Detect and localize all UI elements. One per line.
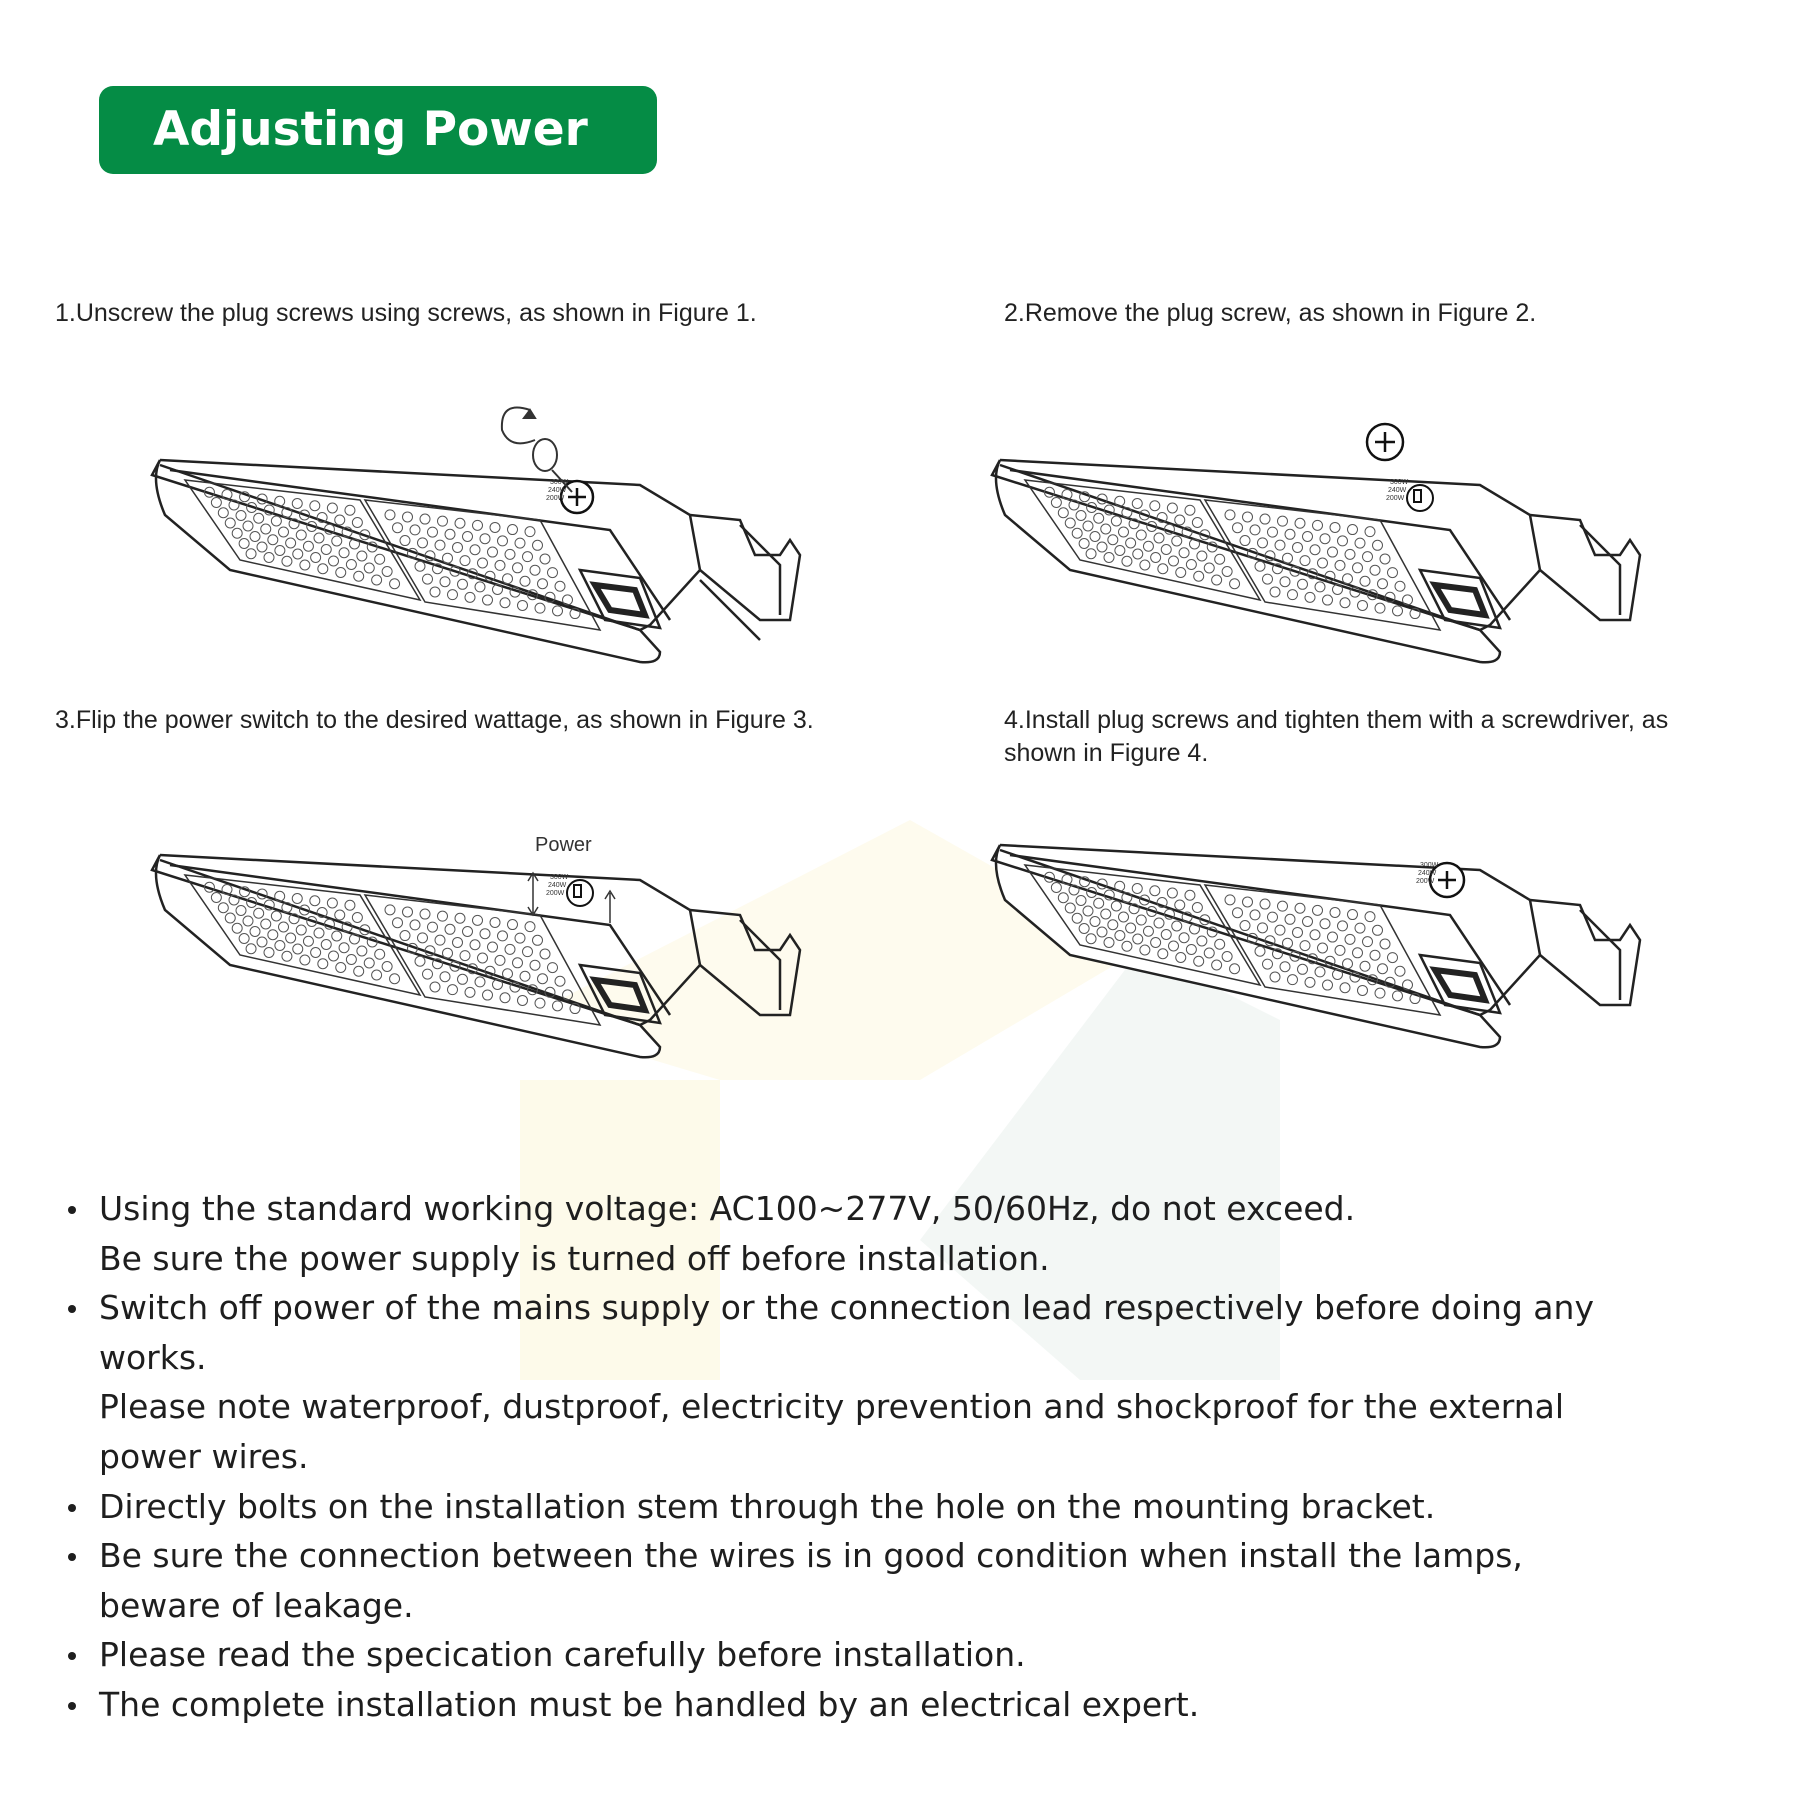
led-dot [292, 499, 302, 509]
led-dot [533, 540, 543, 550]
led-dot [455, 913, 465, 923]
led-dot [1233, 908, 1243, 918]
led-dot [385, 905, 395, 915]
led-dot [498, 536, 508, 546]
led-dot [1185, 890, 1195, 900]
led-dot [1335, 560, 1345, 570]
list-item: Be sure the connection between the wires is in good condition when install the lamps, beware of leakage. [64, 1531, 1744, 1630]
led-dot [1370, 565, 1380, 575]
led-dot [498, 931, 508, 941]
led-dot [310, 501, 320, 511]
led-dot [428, 527, 438, 537]
led-dot [1250, 525, 1260, 535]
led-dot [1328, 932, 1338, 942]
led-dot [275, 891, 285, 901]
led-dot [438, 516, 448, 526]
led-dot [473, 520, 483, 530]
led-dot [1355, 538, 1365, 548]
led-dot [478, 558, 488, 568]
led-dot [503, 969, 513, 979]
led-dot [418, 933, 428, 943]
led-dot [470, 545, 480, 555]
wattage-label: 200W [546, 495, 565, 502]
wattage-label: 200W [1386, 495, 1405, 502]
led-dot [1380, 554, 1390, 564]
led-dot [1278, 901, 1288, 911]
led-dot [1303, 917, 1313, 927]
led-dot [513, 958, 523, 968]
wattage-label: 200W [546, 890, 565, 897]
led-dot [385, 510, 395, 520]
led-dot [1258, 923, 1268, 933]
led-dot [460, 556, 470, 566]
step-1-text: 1.Unscrew the plug screws using screws, as shown in Figure 1. [55, 299, 757, 327]
led-dot [1150, 886, 1160, 896]
led-dot [1330, 907, 1340, 917]
led-dot [1365, 527, 1375, 537]
led-dot [555, 581, 565, 591]
led-dot [1330, 522, 1340, 532]
led-dot [480, 929, 490, 939]
led-dot [410, 920, 420, 930]
step-3-text: 3.Flip the power switch to the desired wattage, as shown in Figure 3. [55, 706, 814, 734]
list-item: Using the standard working voltage: AC100~277V, 50/60Hz, do not exceed. Be sure the power supply is turned off before installation. [64, 1184, 1744, 1283]
led-dot [393, 523, 403, 533]
led-dot [480, 534, 490, 544]
led-dot [505, 944, 515, 954]
led-dot [495, 560, 505, 570]
led-dot [438, 911, 448, 921]
led-dot [1373, 540, 1383, 550]
led-dot [335, 515, 345, 525]
led-dot [1388, 568, 1398, 578]
led-dot [1295, 903, 1305, 913]
led-dot [463, 532, 473, 542]
led-dot [1363, 937, 1373, 947]
led-dot [1240, 921, 1250, 931]
led-dot [1268, 527, 1278, 537]
led-dot [548, 568, 558, 578]
figure-2 [980, 420, 1660, 680]
led-dot [1167, 888, 1177, 898]
figure-4 [980, 805, 1660, 1065]
led-dot [1310, 545, 1320, 555]
led-dot [345, 900, 355, 910]
wattage-label: 300W [1390, 479, 1409, 486]
figure-3-lamp-drawing [140, 815, 820, 1075]
led-dot [345, 505, 355, 515]
led-dot [1335, 945, 1345, 955]
led-dot [275, 496, 285, 506]
led-dot [463, 927, 473, 937]
led-dot [420, 514, 430, 524]
led-dot [563, 595, 573, 605]
led-dot [310, 896, 320, 906]
led-dot [490, 917, 500, 927]
led-dot [327, 503, 337, 513]
led-dot [1300, 556, 1310, 566]
led-dot [488, 547, 498, 557]
step-4-text [1004, 704, 1668, 770]
led-dot [488, 942, 498, 952]
led-dot [335, 910, 345, 920]
wattage-label: 300W [550, 874, 569, 881]
led-dot [1370, 950, 1380, 960]
lamp-body [992, 845, 1640, 1047]
power-label: Power [535, 834, 592, 856]
wattage-label: 240W [1418, 870, 1437, 877]
led-dot [1360, 961, 1370, 971]
led-dot [1250, 910, 1260, 920]
led-dot [1225, 510, 1235, 520]
led-dot [1243, 897, 1253, 907]
led-dot [1313, 905, 1323, 915]
led-dot [478, 953, 488, 963]
led-dot [1192, 518, 1202, 528]
led-dot [1395, 581, 1405, 591]
led-dot [525, 922, 535, 932]
page-title: Adjusting Power [153, 102, 588, 157]
wattage-label: 300W [550, 479, 569, 486]
led-dot [525, 527, 535, 537]
led-dot [1293, 542, 1303, 552]
led-dot [445, 529, 455, 539]
step-2-text: 2.Remove the plug screw, as shown in Figure 2. [1004, 299, 1537, 327]
led-dot [1338, 536, 1348, 546]
led-dot [1295, 518, 1305, 528]
led-dot [1283, 553, 1293, 563]
led-dot [1313, 520, 1323, 530]
led-dot [1353, 563, 1363, 573]
lamp-body [152, 460, 800, 662]
led-dot [445, 924, 455, 934]
led-dot [1260, 899, 1270, 909]
led-dot [1353, 948, 1363, 958]
led-dot [533, 935, 543, 945]
list-item: Switch off power of the mains supply or the connection lead respectively before doing any works. Please note waterproof, dustproof, electricity prevention and shockproof for the external power wires. [64, 1283, 1744, 1481]
step-4-line-2: shown in Figure 4. [1004, 739, 1209, 767]
led-dot [538, 974, 548, 984]
led-dot [352, 913, 362, 923]
led-dot [403, 907, 413, 917]
led-dot [520, 576, 530, 586]
led-dot [1348, 910, 1358, 920]
led-dot [1338, 921, 1348, 931]
led-dot [505, 549, 515, 559]
led-dot [1185, 505, 1195, 515]
led-dot [495, 955, 505, 965]
led-dot [563, 990, 573, 1000]
led-dot [453, 542, 463, 552]
wattage-label: 200W [1416, 878, 1435, 885]
led-dot [1345, 934, 1355, 944]
led-dot [1115, 881, 1125, 891]
led-dot [1275, 540, 1285, 550]
wattage-label: 240W [548, 882, 567, 889]
led-dot [1132, 499, 1142, 509]
led-dot [490, 522, 500, 532]
led-dot [1192, 903, 1202, 913]
led-dot [460, 951, 470, 961]
wattage-label: 300W [1420, 862, 1439, 869]
led-dot [1240, 536, 1250, 546]
led-dot [1275, 925, 1285, 935]
led-dot [418, 538, 428, 548]
led-dot [1378, 579, 1388, 589]
led-dot [1233, 523, 1243, 533]
led-dot [1373, 925, 1383, 935]
led-dot [1167, 503, 1177, 513]
led-dot [523, 552, 533, 562]
led-dot [1355, 923, 1365, 933]
led-dot [530, 565, 540, 575]
led-dot [1365, 912, 1375, 922]
power-switch-icon [1407, 485, 1433, 511]
list-item: The complete installation must be handled by an electrical expert. [64, 1680, 1744, 1730]
led-dot [1268, 912, 1278, 922]
led-dot [1283, 938, 1293, 948]
led-dot [403, 512, 413, 522]
power-switch-icon [567, 880, 593, 906]
led-dot [1303, 532, 1313, 542]
led-dot [443, 948, 453, 958]
figure-4-lamp-drawing [980, 805, 1660, 1065]
led-dot [1403, 980, 1413, 990]
led-dot [1395, 966, 1405, 976]
led-dot [1293, 927, 1303, 937]
figure-1-lamp-drawing [140, 420, 820, 680]
led-dot [1320, 534, 1330, 544]
led-dot [455, 518, 465, 528]
led-dot [443, 553, 453, 563]
led-dot [503, 574, 513, 584]
led-dot [428, 922, 438, 932]
led-dot [453, 937, 463, 947]
led-dot [1243, 512, 1253, 522]
list-item: Directly bolts on the installation stem through the hole on the mounting bracket. [64, 1482, 1744, 1532]
led-dot [513, 563, 523, 573]
led-dot [515, 538, 525, 548]
led-dot [352, 518, 362, 528]
led-dot [1360, 576, 1370, 586]
led-dot [1175, 900, 1185, 910]
led-dot [1318, 943, 1328, 953]
led-dot [1363, 552, 1373, 562]
led-dot [548, 963, 558, 973]
figure-3 [140, 815, 820, 1075]
wattage-label: 240W [548, 487, 567, 494]
led-dot [410, 525, 420, 535]
led-dot [1380, 939, 1390, 949]
led-dot [473, 915, 483, 925]
led-dot [400, 931, 410, 941]
led-dot [327, 898, 337, 908]
led-dot [1403, 595, 1413, 605]
lamp-body [152, 855, 800, 1057]
led-dot [1175, 515, 1185, 525]
led-dot [1348, 525, 1358, 535]
led-dot [530, 960, 540, 970]
lamp-body [992, 460, 1640, 662]
figure-1 [140, 420, 820, 680]
led-dot [1258, 538, 1268, 548]
led-dot [1388, 953, 1398, 963]
led-dot [515, 933, 525, 943]
removed-screw-icon [1367, 424, 1403, 460]
led-dot [508, 525, 518, 535]
led-dot [1318, 558, 1328, 568]
led-dot [435, 935, 445, 945]
led-dot [523, 947, 533, 957]
led-dot [1343, 574, 1353, 584]
led-dot [435, 540, 445, 550]
led-dot [1328, 547, 1338, 557]
led-dot [538, 579, 548, 589]
led-dot [540, 554, 550, 564]
led-dot [1285, 914, 1295, 924]
list-item: Please read the specication carefully before installation. [64, 1630, 1744, 1680]
led-dot [1285, 529, 1295, 539]
led-dot [508, 920, 518, 930]
led-dot [470, 940, 480, 950]
led-dot [1320, 919, 1330, 929]
led-dot [540, 949, 550, 959]
led-dot [1278, 516, 1288, 526]
led-dot [1115, 496, 1125, 506]
led-dot [1260, 514, 1270, 524]
led-dot [1345, 549, 1355, 559]
section-title-banner [99, 86, 657, 174]
led-dot [400, 536, 410, 546]
step-4-line-1: 4.Install plug screws and tighten them with a screwdriver, as [1004, 706, 1669, 734]
led-dot [1310, 930, 1320, 940]
safety-notes-list [64, 1184, 1744, 1730]
led-dot [520, 971, 530, 981]
wattage-label: 240W [1388, 487, 1407, 494]
led-dot [1150, 501, 1160, 511]
led-dot [555, 976, 565, 986]
figure-2-lamp-drawing [980, 420, 1660, 680]
led-dot [292, 894, 302, 904]
led-dot [1378, 964, 1388, 974]
led-dot [1132, 884, 1142, 894]
led-dot [393, 918, 403, 928]
led-dot [1300, 941, 1310, 951]
led-dot [1225, 895, 1235, 905]
led-dot [1343, 959, 1353, 969]
led-dot [420, 909, 430, 919]
